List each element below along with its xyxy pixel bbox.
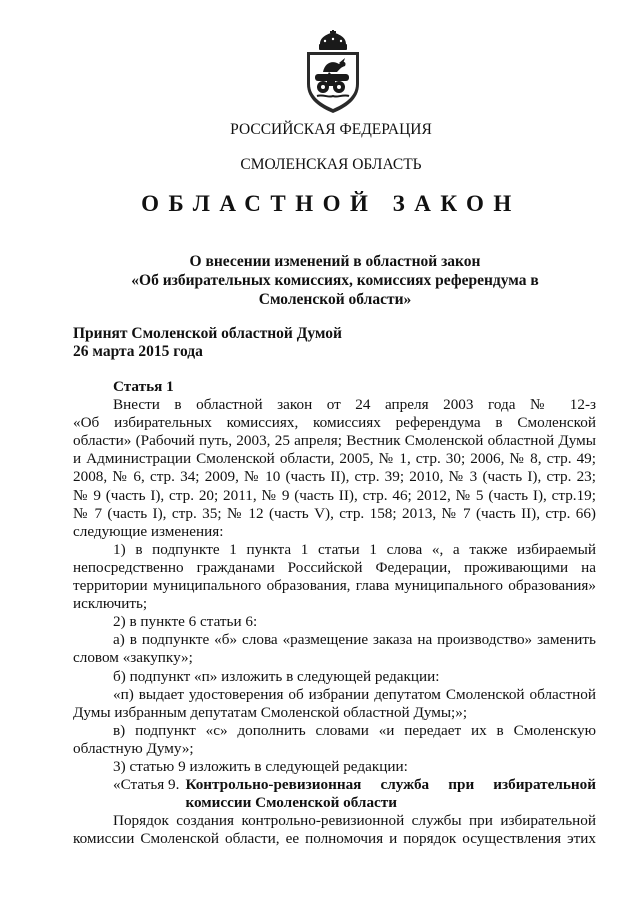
text-line: комиссии Смоленской области, ее полномочия и порядок осуществления этих [73,830,596,848]
text-line: в) подпункт «с» дополнить словами «и передает их в Смоленскую [113,721,596,739]
text-line: 2008, № 6, стр. 34; 2009, № 10 (часть II), стр. 39; 2010, № 3 (часть I), стр. 23; [73,468,596,486]
adoption-line: Принят Смоленской областной Думой [73,325,342,342]
subject-line: О внесении изменений в областной закон [189,253,481,270]
article-heading: Статья 1 [113,378,174,395]
article-9-label: «Статья 9. [113,776,180,794]
text-line: словом «закупку»; [73,649,193,667]
text-line: Порядок создания контрольно-ревизионной службы при избирательной [113,812,596,830]
text-line: 2) в пункте 6 статьи 6: [113,613,258,631]
text-line: «п) выдает удостоверения об избрании депутатом Смоленской областной [113,685,596,703]
text-line: а) в подпункте «б» слова «размещение заказа на производство» заменить [113,631,596,649]
region-name: СМОЛЕНСКАЯ ОБЛАСТЬ [240,156,422,173]
text-line: непосредственно гражданами Российской Федерации, проживающими на [73,558,596,576]
article-9-heading [73,776,596,812]
text-line: Внести в областной закон от 24 апреля 2003 года № 12-з [113,396,596,414]
subject-line: «Об избирательных комиссиях, комиссиях референдума в [131,272,539,289]
text-line: Думы избранным депутатам Смоленской областной Думы;»; [73,703,468,721]
text-line: следующие изменения: [73,522,224,540]
coat-of-arms-emblem [299,30,367,114]
article-9-title-line: Контрольно-ревизионная служба при избирательной [185,776,596,794]
subject-line: Смоленской области» [258,291,412,308]
text-line: исключить; [73,595,148,613]
text-line: б) подпункт «п» изложить в следующей редакции: [113,667,440,685]
article-9-title-line: комиссии Смоленской области [185,794,397,812]
text-line: № 7 (часть I), стр. 35; № 12 (часть V), стр. 158; 2013, № 7 (часть II), стр. 66) [73,504,596,522]
text-line: 1) в подпункте 1 пункта 1 статьи 1 слова «, а также избираемый [113,540,596,558]
text-line: области» (Рабочий путь, 2003, 25 апреля; Вестник Смоленской областной Думы [73,432,596,450]
document-type-title: ОБЛАСТНОЙ ЗАКОН [141,191,521,216]
text-line: 3) статью 9 изложить в следующей редакции: [113,757,408,775]
article-9-title [179,776,596,812]
text-line: областную Думу»; [73,739,194,757]
text-line: и Администрации Смоленской области, 2005, № 1, стр. 30; 2006, № 8, стр. 49; [73,450,596,468]
adoption-note [73,325,553,361]
adoption-date: 26 марта 2015 года [73,343,203,360]
country-name: РОССИЙСКАЯ ФЕДЕРАЦИЯ [230,121,432,138]
text-line: «Об избирательных комиссиях, комиссиях референдума в Смоленской [73,414,596,432]
text-line: территории муниципального образования, глава муниципального образования» [73,577,596,595]
article-1-body [73,378,596,848]
text-line: № 9 (часть I), стр. 20; 2011, № 9 (часть II), стр. 46; 2012, № 5 (часть I), стр.19; [73,486,596,504]
law-subject [100,252,570,309]
